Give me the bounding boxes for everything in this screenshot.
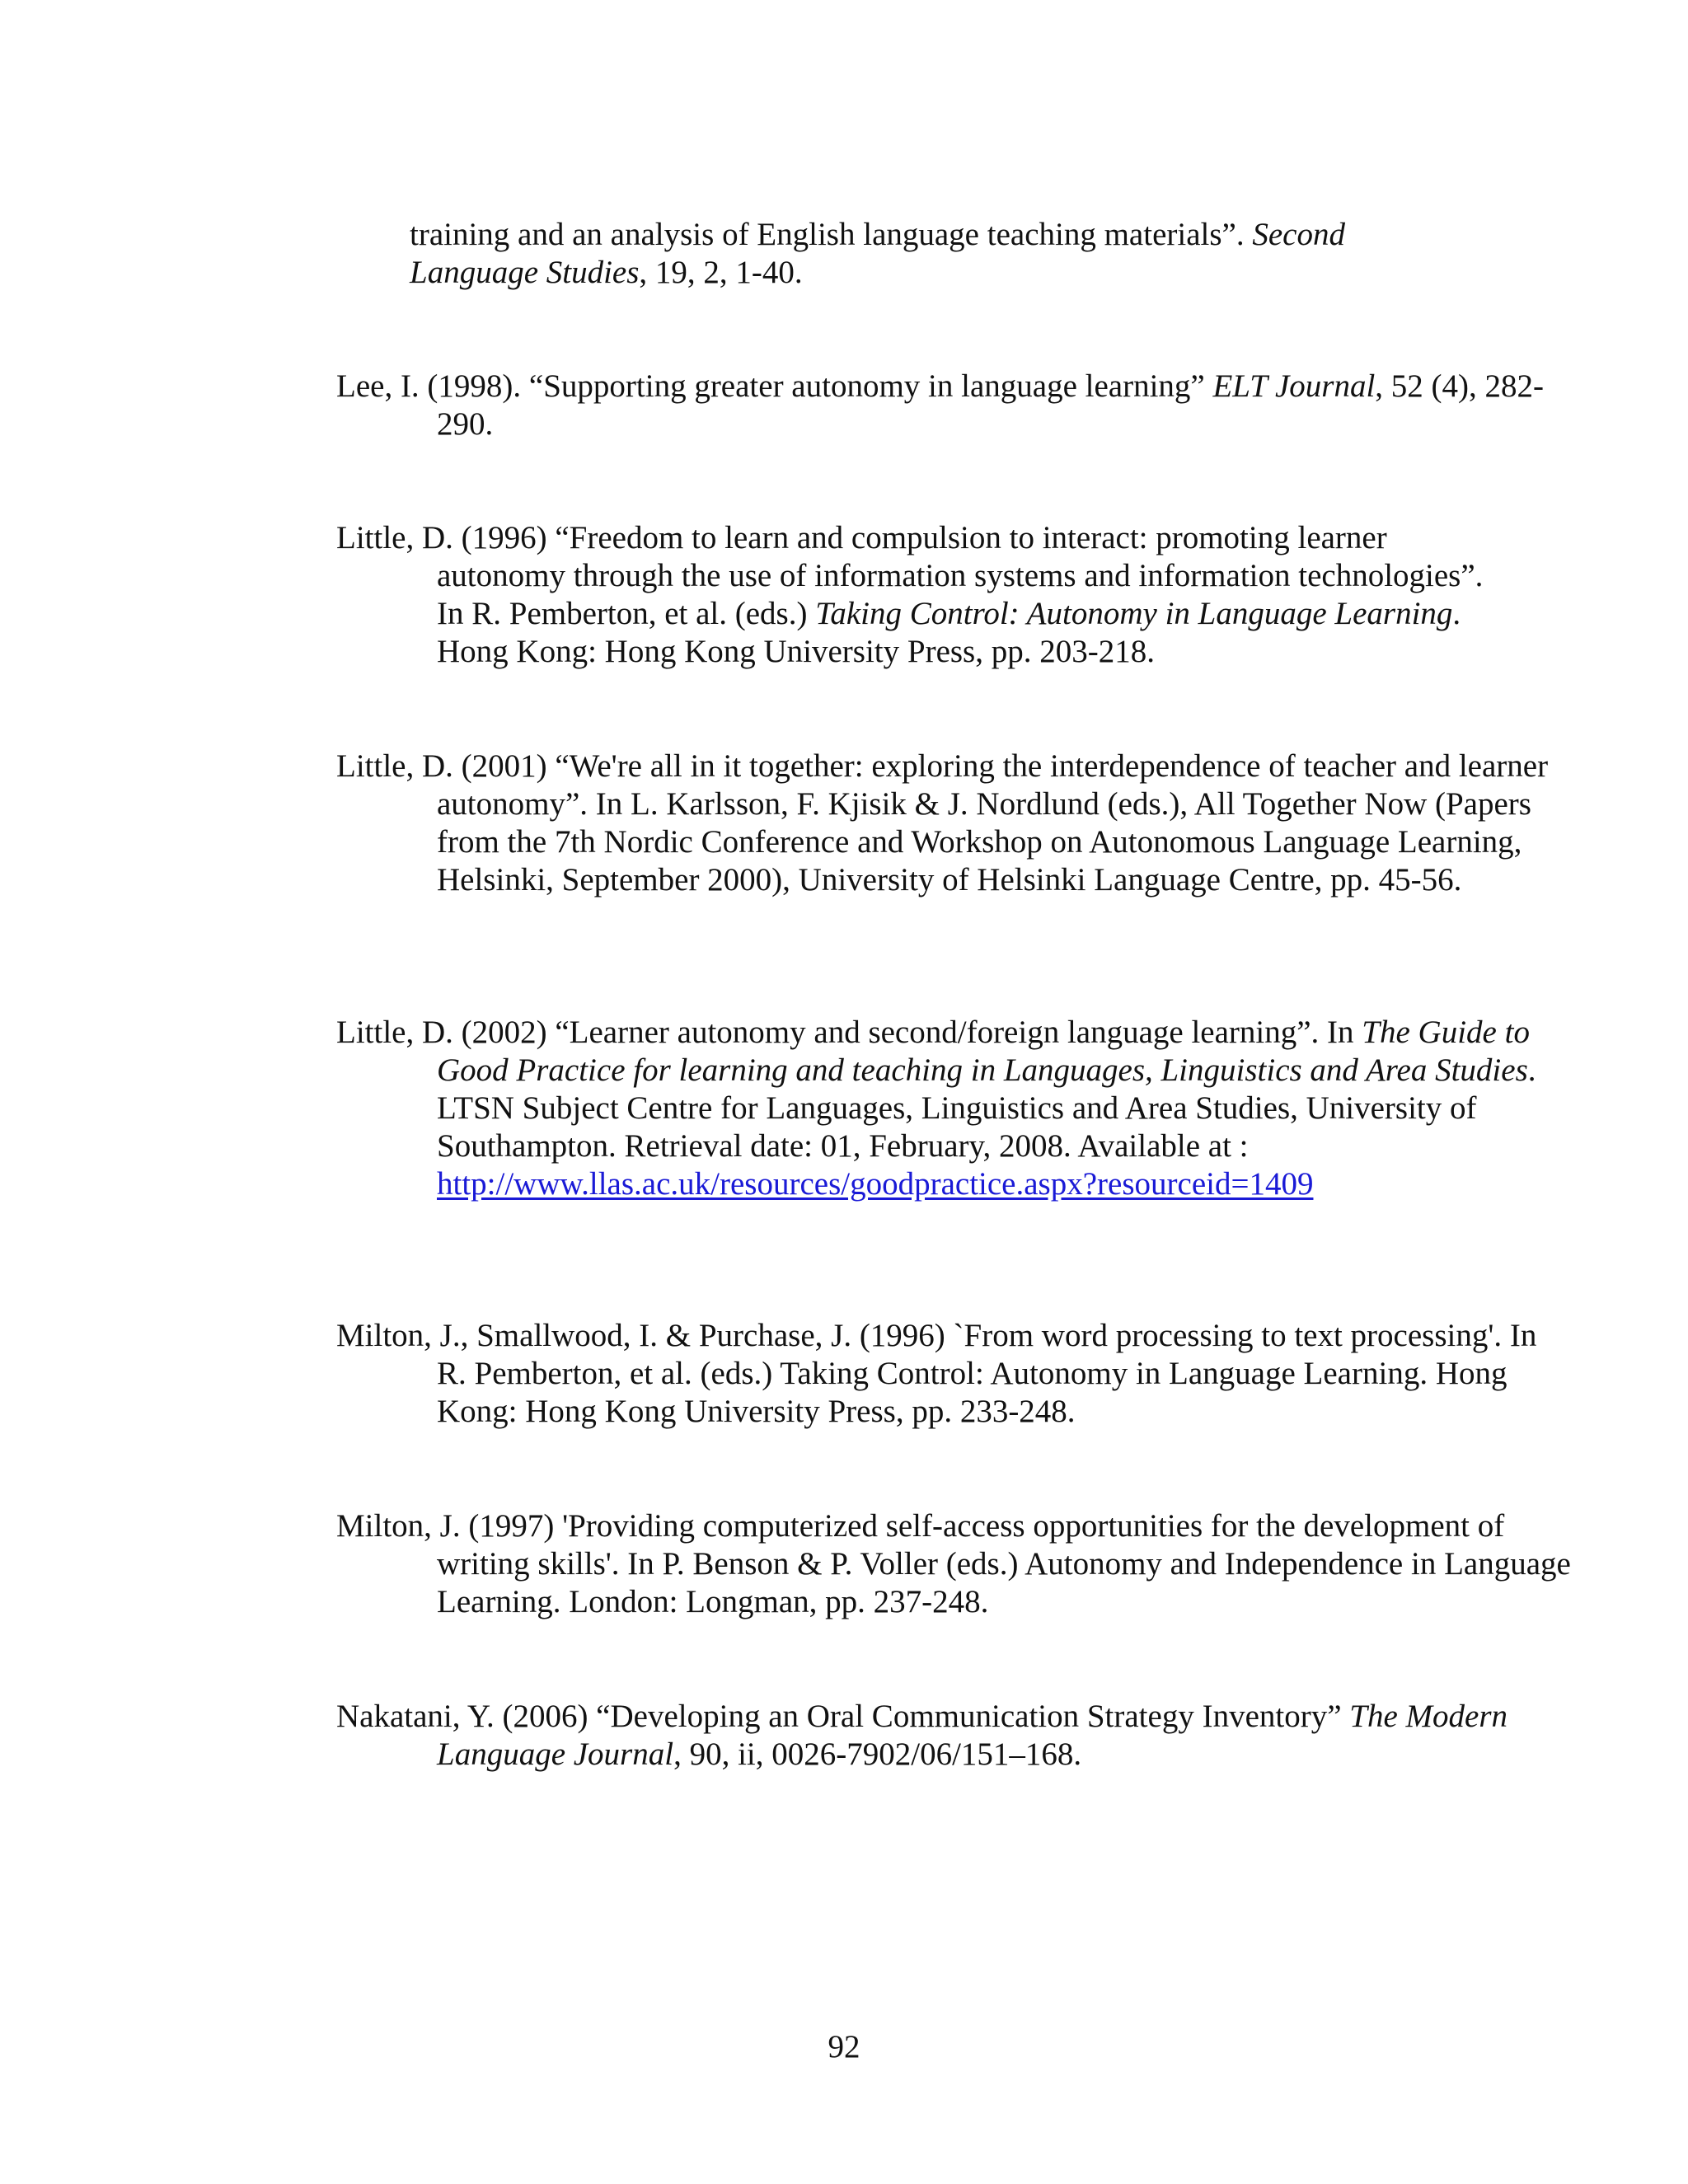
reference-journal-title: The Modern Language Journal <box>437 1699 1507 1772</box>
reference-text: , 19, 2, 1-40. <box>639 255 803 290</box>
reference-journal-title: ELT Journal <box>1212 368 1376 404</box>
reference-little-1996 <box>336 519 1517 671</box>
reference-text: Little, D. (1996) “Freedom to learn and compulsion to interact: promoting learner autonomy through the use of information systems and information technologies”. In R. Pemberton, et al. (eds.) <box>336 520 1484 631</box>
reference-text: Little, D. (2001) “We're all in it together: exploring the interdependence of teacher and learner autonomy”. In L. Karlsson, F. Kjisik & J. Nordlund (eds.), All Together Now (Papers from the 7th Nordic Conference and Workshop on Autonomous Language Learning, Helsinki, September 2000), University of Helsinki Language Centre, pp. 45-56. <box>336 748 1549 898</box>
reference-milton-1996 <box>336 1317 1566 1431</box>
reference-text: Milton, J. (1997) 'Providing computerized self-access opportunities for the development of writing skills'. In P. Benson & P. Voller (eds.) Autonomy and Independence in Language Learning. London: Longman, pp. 237-248. <box>336 1508 1571 1619</box>
reference-little-2001 <box>336 748 1574 899</box>
reference-text: Little, D. (2002) “Learner autonomy and second/foreign language learning”. In <box>336 1015 1362 1050</box>
page-number: 92 <box>828 2029 860 2064</box>
reference-text: Nakatani, Y. (2006) “Developing an Oral Communication Strategy Inventory” <box>336 1699 1350 1734</box>
reference-book-title: Taking Control: Autonomy in Language Learning <box>815 596 1453 631</box>
reference-text: Lee, I. (1998). “Supporting greater autonomy in language learning” <box>336 368 1213 404</box>
reference-text: , 52 (4), 282-290. <box>437 368 1544 442</box>
reference-continuation <box>410 216 1481 292</box>
reference-little-2002 <box>336 1014 1574 1203</box>
reference-nakatani-2006 <box>336 1698 1566 1774</box>
reference-url-link[interactable]: http://www.llas.ac.uk/resources/goodpractice.aspx?resourceid=1409 <box>437 1166 1314 1202</box>
reference-text: . LTSN Subject Centre for Languages, Linguistics and Area Studies, University of Southampton. Retrieval date: 01, February, 2008. Available at : <box>437 1052 1536 1164</box>
reference-text: Milton, J., Smallwood, I. & Purchase, J. (1996) `From word processing to text processing'. In R. Pemberton, et al. (eds.) Taking Control: Autonomy in Language Learning. Hong Kong: Hong Kong University Press, pp. 233-248. <box>336 1318 1537 1429</box>
reference-text: . Hong Kong: Hong Kong University Press, pp. 203-218. <box>437 596 1461 669</box>
reference-journal-title: Second Language Studies <box>410 217 1345 290</box>
reference-text: , 90, ii, 0026-7902/06/151–168. <box>673 1736 1082 1772</box>
reference-text: training and an analysis of English language teaching materials”. <box>410 217 1253 252</box>
reference-milton-1997 <box>336 1507 1599 1621</box>
reference-book-title: The Guide to Good Practice for learning and teaching in Languages, Linguistics and Area Studies <box>437 1015 1530 1088</box>
reference-lee-1998 <box>336 368 1558 443</box>
